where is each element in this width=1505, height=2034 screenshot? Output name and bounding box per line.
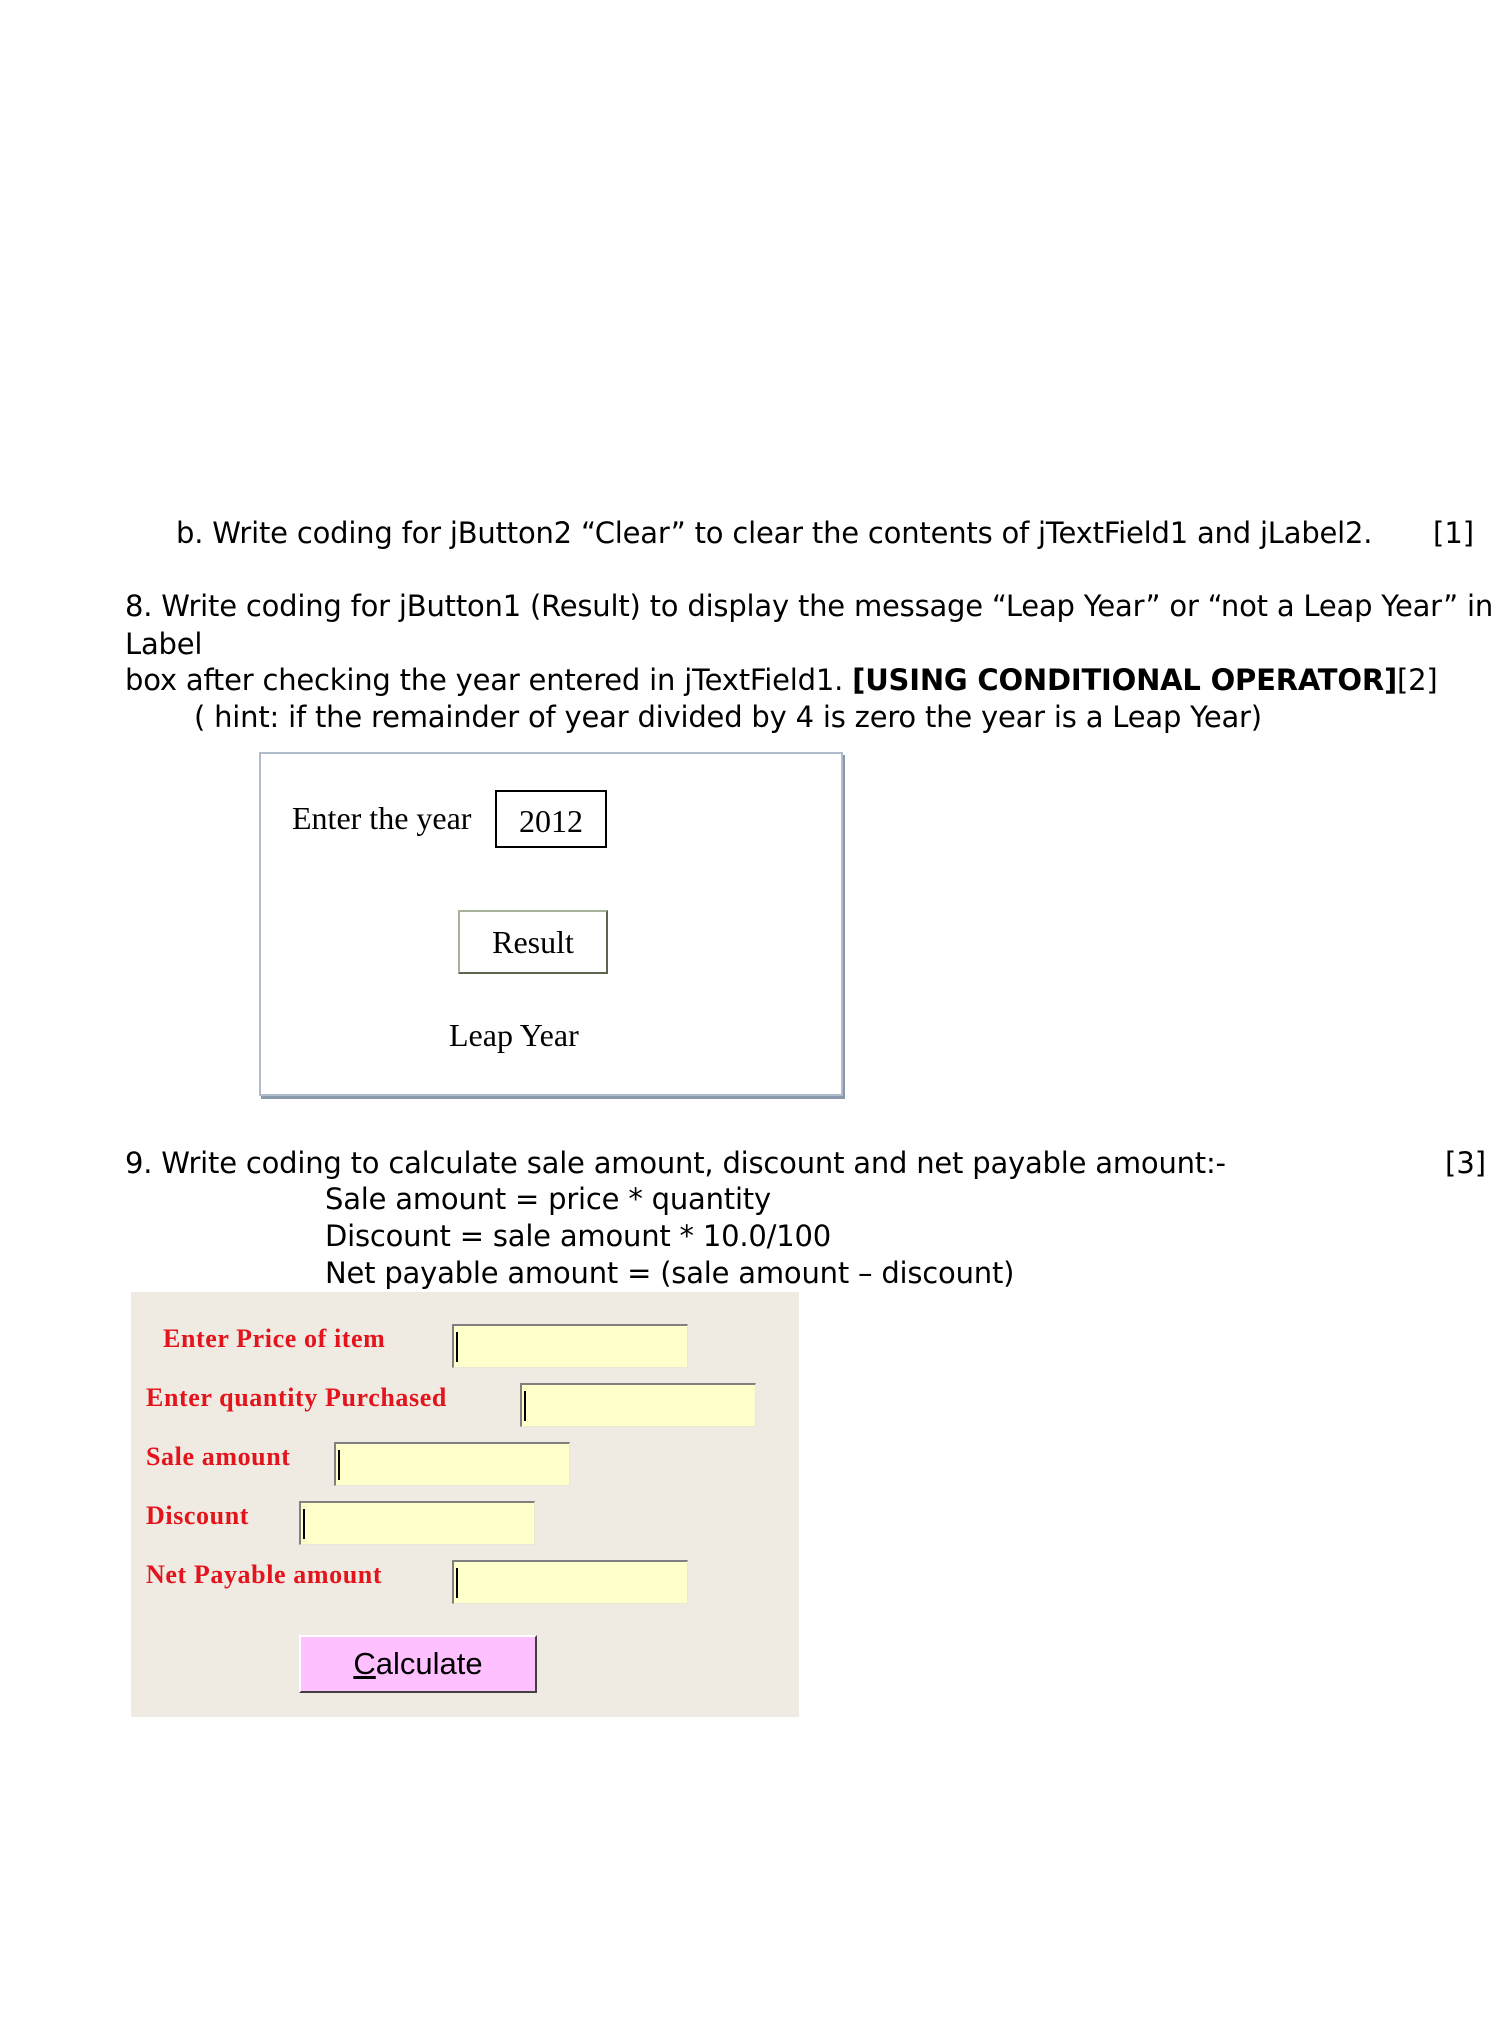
sale-amount-input[interactable] bbox=[334, 1442, 570, 1486]
formula-sale-amount: Sale amount = price * quantity bbox=[325, 1182, 771, 1216]
question-8-line3 bbox=[125, 663, 1438, 697]
quantity-input[interactable] bbox=[520, 1383, 756, 1427]
calculate-button[interactable] bbox=[299, 1635, 537, 1693]
quantity-label: Enter quantity Purchased bbox=[146, 1383, 447, 1412]
result-button[interactable]: Result bbox=[458, 910, 608, 974]
year-label: Enter the year bbox=[292, 800, 472, 836]
price-input[interactable] bbox=[452, 1324, 688, 1368]
question-8-line3-start: box after checking the year entered in jTextField1. bbox=[125, 663, 853, 697]
sales-form bbox=[131, 1292, 799, 1717]
leap-result-label: Leap Year bbox=[449, 1017, 579, 1053]
leap-year-form bbox=[259, 752, 843, 1096]
discount-input[interactable] bbox=[299, 1501, 535, 1545]
question-7b-text: b. Write coding for jButton2 “Clear” to clear the contents of jTextField1 and jLabel2. bbox=[176, 516, 1373, 550]
question-9-line1: 9. Write coding to calculate sale amount, discount and net payable amount:- bbox=[125, 1146, 1226, 1180]
question-9-marks: [3] bbox=[1445, 1146, 1487, 1180]
sale-amount-label: Sale amount bbox=[146, 1442, 291, 1471]
discount-label: Discount bbox=[146, 1501, 250, 1530]
question-8-marks: [2] bbox=[1397, 663, 1438, 697]
calculate-label: alculate bbox=[375, 1646, 483, 1681]
question-7b-marks: [1] bbox=[1433, 516, 1475, 550]
question-8-condition: [USING CONDITIONAL OPERATOR] bbox=[852, 663, 1398, 697]
year-input[interactable]: 2012 bbox=[495, 790, 607, 848]
formula-net-payable: Net payable amount = (sale amount – discount) bbox=[325, 1256, 1015, 1290]
question-8-line1: 8. Write coding for jButton1 (Result) to display the message “Leap Year” or “not a Leap Year” in bbox=[125, 589, 1493, 623]
price-label: Enter Price of item bbox=[163, 1324, 386, 1353]
formula-discount: Discount = sale amount * 10.0/100 bbox=[325, 1219, 831, 1253]
net-payable-input[interactable] bbox=[452, 1560, 688, 1604]
question-8-hint: ( hint: if the remainder of year divided by 4 is zero the year is a Leap Year) bbox=[194, 700, 1262, 734]
net-payable-label: Net Payable amount bbox=[146, 1560, 383, 1589]
question-8-line2: Label bbox=[125, 627, 203, 661]
calculate-accesskey: C bbox=[353, 1646, 376, 1681]
